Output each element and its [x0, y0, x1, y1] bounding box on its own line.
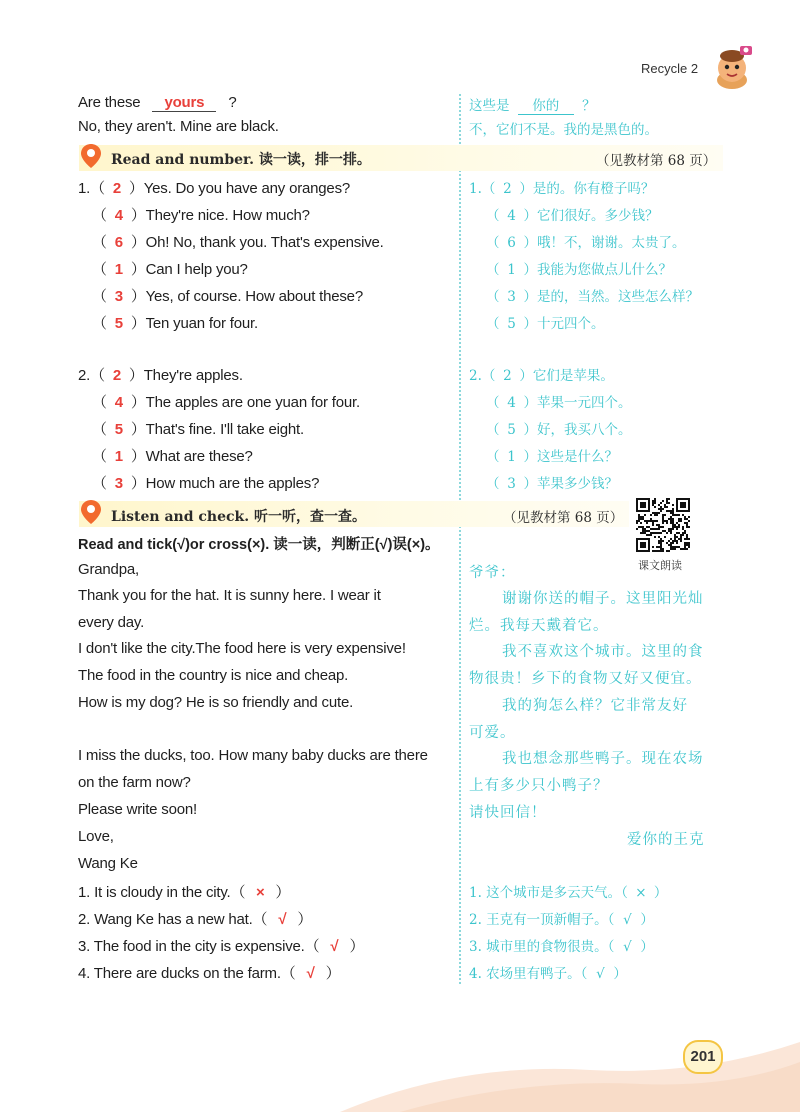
number-item	[92, 472, 319, 493]
cn-check-text: 4. 农场里有鸭子。（	[469, 966, 588, 982]
item-prefix: 2.（	[78, 367, 105, 384]
item-prefix: （	[92, 448, 107, 465]
item-text: ）They're apples.	[128, 367, 243, 384]
check-item	[78, 881, 290, 902]
qr-code[interactable]	[636, 498, 690, 552]
cn-item-order-answer: 1	[507, 262, 516, 278]
item-order-answer: 3	[114, 475, 123, 492]
cn-check-item	[469, 962, 627, 982]
check-mark-answer: √	[306, 965, 315, 982]
item-text: ）Ten yuan for four.	[130, 315, 258, 332]
cn-check-item	[469, 881, 667, 901]
check-mark-answer: √	[330, 938, 339, 955]
cn-item-order-answer: 5	[507, 422, 516, 438]
letter-line: Please write soon!	[78, 801, 197, 818]
cn-question-text: 这些是	[469, 98, 510, 114]
item-prefix: （	[92, 421, 107, 438]
cn-item-text: ）它们很好。多少钱？	[523, 208, 659, 224]
cn-item-text: ）苹果一元四个。	[523, 395, 632, 411]
cn-letter-line: 谢谢你送的帽子。这里阳光灿	[502, 591, 704, 607]
cn-number-item	[469, 177, 654, 197]
cn-letter-line: 可爱。	[469, 725, 516, 741]
textbook-reference: （见教材第 68 页）	[503, 510, 624, 526]
item-order-answer: 5	[114, 421, 123, 438]
check-text: 3. The food in the city is expensive.（	[78, 938, 320, 955]
check-mark-answer: √	[278, 911, 287, 928]
cn-letter-line: 爱你的王克	[627, 832, 705, 848]
cn-item-text: ）是的，当然。这些怎么样？	[523, 289, 699, 305]
cn-item-order-answer: 1	[507, 449, 516, 465]
cn-number-item	[486, 391, 632, 411]
cn-item-order-answer: 4	[507, 208, 516, 224]
cn-item-text: ）是的。你有橙子吗？	[519, 181, 655, 197]
question-line	[78, 94, 237, 112]
cn-answer-line: 不，它们不是。我的是黑色的。	[469, 122, 658, 138]
item-text: ）What are these?	[130, 448, 253, 465]
unit-label: Recycle 2	[641, 61, 699, 76]
cn-item-prefix: 1.（	[469, 181, 496, 197]
item-order-answer: 4	[114, 207, 123, 224]
cn-check-text: 3. 城市里的食物很贵。（	[469, 939, 615, 955]
cn-item-order-answer: 5	[507, 316, 516, 332]
item-prefix: （	[92, 475, 107, 492]
check-mark-answer: ×	[256, 884, 265, 901]
item-order-answer: 2	[112, 367, 121, 384]
cn-item-prefix: （	[486, 449, 500, 465]
cn-item-order-answer: 2	[503, 181, 512, 197]
letter-line: I don't like the city.The food here is very expensive!	[78, 640, 406, 657]
cn-check-item	[469, 908, 654, 928]
cn-check-text: 1. 这个城市是多云天气。（	[469, 885, 628, 901]
item-prefix: （	[92, 207, 107, 224]
number-item	[92, 258, 248, 279]
check-item	[78, 935, 364, 956]
location-pin-icon	[80, 499, 102, 525]
item-prefix: （	[92, 315, 107, 332]
location-pin-icon	[80, 143, 102, 169]
item-order-answer: 1	[114, 261, 123, 278]
item-prefix: （	[92, 288, 107, 305]
cn-item-prefix: （	[486, 395, 500, 411]
letter-line: How is my dog? He is so friendly and cute.	[78, 694, 354, 711]
cn-number-item	[486, 258, 672, 278]
cn-item-text: ）好，我买八个。	[523, 422, 632, 438]
cn-check-close: ）	[640, 912, 654, 928]
cn-number-item	[486, 231, 686, 251]
item-order-answer: 2	[112, 180, 121, 197]
mascot-icon	[710, 40, 756, 92]
number-item	[92, 204, 310, 225]
instruction: Read and tick(√)or cross(×). 读一读，判断正(√)误(×)。	[78, 537, 440, 553]
cn-item-order-answer: 6	[507, 235, 516, 251]
check-text: 4. There are ducks on the farm.（	[78, 965, 296, 982]
item-text: ）Can I help you?	[130, 261, 248, 278]
cn-question-line	[469, 94, 596, 115]
cn-letter-line: 烂。我每天戴着它。	[469, 618, 609, 634]
cn-number-item	[486, 445, 618, 465]
section-title: Listen and check. 听一听，查一查。	[111, 509, 366, 525]
answer-line: No, they aren't. Mine are black.	[78, 118, 279, 135]
letter-line: I miss the ducks, too. How many baby ducks are there	[78, 747, 428, 764]
cn-letter-line: 我也想念那些鸭子。现在农场	[502, 751, 704, 767]
cn-item-prefix: （	[486, 422, 500, 438]
cn-number-item	[486, 285, 699, 305]
item-prefix: 1.（	[78, 180, 105, 197]
item-text: ）Yes. Do you have any oranges?	[128, 180, 351, 197]
item-text: ）They're nice. How much?	[130, 207, 310, 224]
cn-letter-line: 上有多少只小鸭子？	[469, 778, 609, 794]
textbook-reference: （见教材第 68 页）	[596, 153, 717, 169]
item-text: ）How much are the apples?	[130, 475, 320, 492]
item-text: ）The apples are one yuan for four.	[130, 394, 360, 411]
cn-letter-line: 请快回信！	[469, 805, 547, 821]
cn-check-mark-answer: √	[623, 939, 632, 955]
cn-item-prefix: （	[486, 476, 500, 492]
check-text: 2. Wang Ke has a new hat.（	[78, 911, 268, 928]
cn-item-text: ）苹果多少钱？	[523, 476, 618, 492]
letter-line: Grandpa,	[78, 561, 139, 578]
cn-number-item	[486, 472, 618, 492]
item-order-answer: 1	[114, 448, 123, 465]
check-close: ）	[275, 884, 291, 901]
item-order-answer: 5	[114, 315, 123, 332]
number-item	[92, 418, 304, 439]
cn-check-close: ）	[653, 885, 668, 901]
answer-blank: yours	[152, 94, 216, 112]
cn-item-text: ）我能为您做点儿什么？	[523, 262, 672, 278]
qr-caption: 课文朗读	[638, 559, 682, 572]
letter-line: every day.	[78, 614, 145, 631]
number-item	[78, 177, 350, 198]
item-text: ）That's fine. I'll take eight.	[130, 421, 304, 438]
cn-item-text: ）这些是什么？	[523, 449, 618, 465]
letter-line: Thank you for the hat. It is sunny here. I wear it	[78, 587, 381, 604]
item-text: ）Yes, of course. How about these?	[130, 288, 363, 305]
cn-check-text: 2. 王克有一顶新帽子。（	[469, 912, 615, 928]
item-prefix: （	[92, 234, 107, 251]
number-item	[92, 312, 258, 333]
item-order-answer: 4	[114, 394, 123, 411]
cn-check-item	[469, 935, 654, 955]
cn-item-prefix: （	[486, 289, 500, 305]
cn-item-text: ）十元四个。	[523, 316, 605, 332]
item-order-answer: 6	[114, 234, 123, 251]
check-close: ）	[325, 965, 341, 982]
item-order-answer: 3	[114, 288, 123, 305]
item-prefix: （	[92, 261, 107, 278]
cn-letter-line: 我不喜欢这个城市。这里的食	[502, 644, 704, 660]
cn-item-order-answer: 4	[507, 395, 516, 411]
cn-check-close: ）	[613, 966, 627, 982]
cn-item-prefix: （	[486, 316, 500, 332]
number-item	[78, 364, 243, 385]
number-item	[92, 285, 363, 306]
question-text: Are these	[78, 94, 141, 111]
cn-check-mark-answer: ×	[635, 885, 647, 901]
check-close: ）	[297, 911, 313, 928]
cn-number-item	[469, 364, 614, 384]
item-text: ）Oh! No, thank you. That's expensive.	[130, 234, 384, 251]
footer-wave-decoration	[340, 1032, 800, 1112]
column-divider	[459, 94, 461, 984]
cn-number-item	[486, 418, 632, 438]
cn-item-order-answer: 3	[507, 289, 516, 305]
cn-number-item	[486, 312, 605, 332]
cn-letter-line: 我的狗怎么样？它非常友好	[502, 698, 688, 714]
check-item	[78, 908, 312, 929]
cn-answer-blank: 你的	[518, 94, 574, 115]
check-close: ）	[349, 938, 365, 955]
cn-item-order-answer: 2	[503, 368, 512, 384]
check-item	[78, 962, 340, 983]
page-number-badge: 201	[683, 1040, 723, 1074]
cn-question-mark: ？	[582, 98, 596, 114]
section-title: Read and number. 读一读，排一排。	[111, 152, 371, 168]
cn-check-close: ）	[640, 939, 654, 955]
cn-letter-line: 爷爷：	[469, 565, 516, 581]
cn-number-item	[486, 204, 659, 224]
cn-item-text: ）它们是苹果。	[519, 368, 614, 384]
letter-line: Wang Ke	[78, 855, 138, 872]
cn-item-prefix: 2.（	[469, 368, 496, 384]
question-mark: ?	[228, 94, 237, 111]
letter-line: on the farm now?	[78, 774, 191, 791]
cn-item-order-answer: 3	[507, 476, 516, 492]
letter-line: The food in the country is nice and cheap.	[78, 667, 349, 684]
cn-check-mark-answer: √	[596, 966, 605, 982]
number-item	[92, 231, 384, 252]
letter-line: Love,	[78, 828, 114, 845]
check-text: 1. It is cloudy in the city.（	[78, 884, 246, 901]
cn-item-prefix: （	[486, 262, 500, 278]
cn-item-prefix: （	[486, 208, 500, 224]
item-prefix: （	[92, 394, 107, 411]
number-item	[92, 445, 253, 466]
cn-letter-line: 物很贵！乡下的食物又好又便宜。	[469, 671, 702, 687]
cn-item-text: ）哦！不，谢谢。太贵了。	[523, 235, 686, 251]
number-item	[92, 391, 360, 412]
cn-check-mark-answer: √	[623, 912, 632, 928]
cn-item-prefix: （	[486, 235, 500, 251]
